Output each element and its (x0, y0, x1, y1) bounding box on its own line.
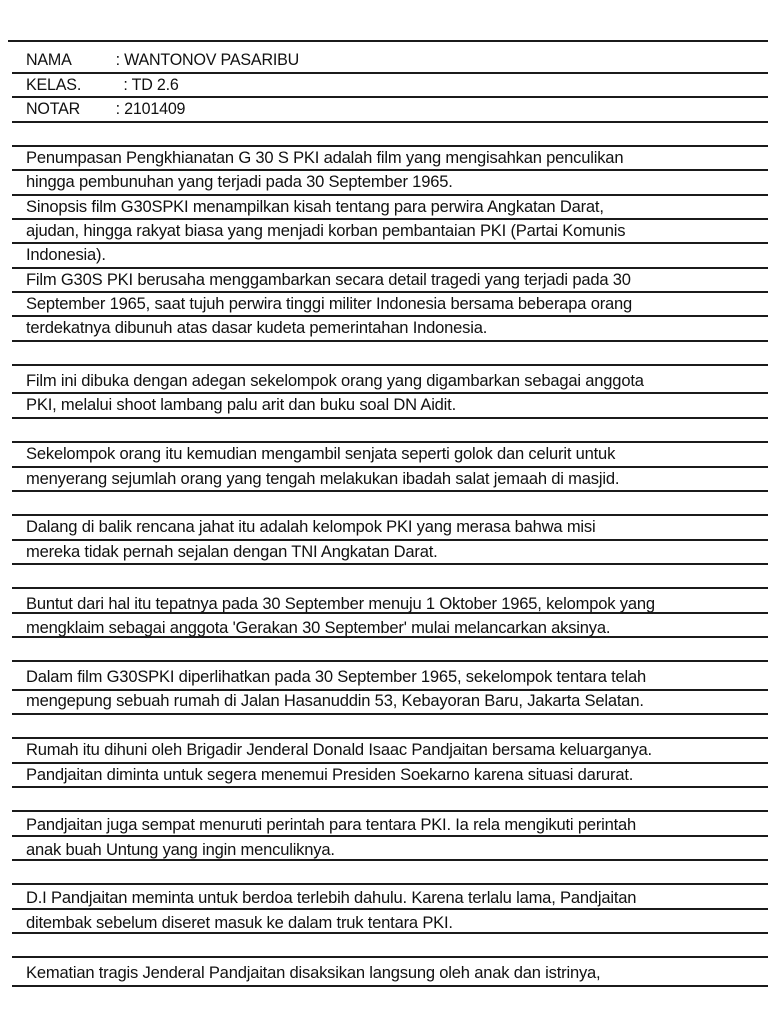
ruled-line (12, 660, 768, 662)
notar-label: NOTAR (26, 100, 81, 118)
ruled-line (12, 340, 768, 342)
text-line: mengepung sebuah rumah di Jalan Hasanuddin 53, Kebayoran Baru, Jakarta Selatan. (26, 691, 644, 710)
header-kelas (26, 75, 766, 95)
ruled-line (12, 835, 768, 837)
text-line: ajudan, hingga rakyat biasa yang menjadi korban pembantaian PKI (Partai Komunis (26, 221, 626, 240)
ruled-line (12, 490, 768, 492)
ruled-line (12, 145, 768, 147)
ruled-line (12, 563, 768, 565)
header-nama (26, 50, 766, 70)
ruled-line (12, 242, 768, 244)
text-line: Rumah itu dihuni oleh Brigadir Jenderal Donald Isaac Pandjaitan bersama keluarganya. (26, 740, 652, 759)
ruled-line (8, 40, 768, 42)
text-line: ditembak sebelum diseret masuk ke dalam truk tentara PKI. (26, 913, 453, 932)
ruled-line (12, 539, 768, 541)
ruled-line (12, 737, 768, 739)
kelas-label: KELAS. (26, 76, 82, 94)
ruled-line (12, 810, 768, 812)
ruled-line (12, 218, 768, 220)
ruled-line (12, 786, 768, 788)
notar-value: : 2101409 (115, 100, 186, 118)
text-line: Film G30S PKI berusaha menggambarkan secara detail tragedi yang terjadi pada 30 (26, 270, 631, 289)
ruled-line (12, 441, 768, 443)
text-line: hingga pembunuhan yang terjadi pada 30 September 1965. (26, 172, 453, 191)
ruled-line (12, 72, 768, 74)
ruled-line (12, 392, 768, 394)
kelas-value: : TD 2.6 (123, 76, 179, 94)
text-line: terdekatnya dibunuh atas dasar kudeta pemerintahan Indonesia. (26, 318, 488, 337)
ruled-line (12, 883, 768, 885)
nama-value: : WANTONOV PASARIBU (115, 51, 300, 69)
ruled-line (12, 267, 768, 269)
ruled-line (12, 417, 768, 419)
text-line: menyerang sejumlah orang yang tengah melakukan ibadah salat jemaah di masjid. (26, 469, 620, 488)
ruled-line (12, 121, 768, 123)
text-line: Film ini dibuka dengan adegan sekelompok orang yang digambarkan sebagai anggota (26, 371, 644, 390)
ruled-line (12, 315, 768, 317)
ruled-line (12, 96, 768, 98)
text-line: anak buah Untung yang ingin menculiknya. (26, 840, 335, 859)
text-line: Buntut dari hal itu tepatnya pada 30 September menuju 1 Oktober 1965, kelompok yang (26, 594, 655, 613)
ruled-line (12, 713, 768, 715)
text-line: September 1965, saat tujuh perwira tinggi militer Indonesia bersama beberapa orang (26, 294, 633, 313)
text-line: D.I Pandjaitan meminta untuk berdoa terlebih dahulu. Karena terlalu lama, Pandjaitan (26, 888, 637, 907)
ruled-line (12, 908, 768, 910)
text-line: mereka tidak pernah sejalan dengan TNI Angkatan Darat. (26, 542, 438, 561)
text-line: Kematian tragis Jenderal Pandjaitan disaksikan langsung oleh anak dan istrinya, (26, 963, 601, 982)
header-notar (26, 99, 766, 119)
ruled-line (12, 194, 768, 196)
nama-label: NAMA (26, 51, 72, 69)
text-line: Sekelompok orang itu kemudian mengambil senjata seperti golok dan celurit untuk (26, 444, 616, 463)
text-line: Sinopsis film G30SPKI menampilkan kisah tentang para perwira Angkatan Darat, (26, 197, 604, 216)
ruled-line (12, 169, 768, 171)
text-line: Indonesia). (26, 245, 106, 264)
text-line: Dalang di balik rencana jahat itu adalah kelompok PKI yang merasa bahwa misi (26, 517, 596, 536)
ruled-line (12, 291, 768, 293)
text-line: Pandjaitan juga sempat menuruti perintah para tentara PKI. Ia rela mengikuti perintah (26, 815, 637, 834)
ruled-line (12, 587, 768, 589)
text-line: Dalam film G30SPKI diperlihatkan pada 30 September 1965, sekelompok tentara telah (26, 667, 647, 686)
ruled-line (12, 514, 768, 516)
text-line: PKI, melalui shoot lambang palu arit dan buku soal DN Aidit. (26, 395, 456, 414)
text-line: mengklaim sebagai anggota 'Gerakan 30 September' mulai melancarkan aksinya. (26, 618, 611, 637)
ruled-line (12, 364, 768, 366)
ruled-line (12, 985, 768, 987)
ruled-line (12, 466, 768, 468)
ruled-line (12, 956, 768, 958)
text-line: Penumpasan Pengkhianatan G 30 S PKI adalah film yang mengisahkan penculikan (26, 148, 624, 167)
text-line: Pandjaitan diminta untuk segera menemui Presiden Soekarno karena situasi darurat. (26, 765, 634, 784)
ruled-line (12, 762, 768, 764)
